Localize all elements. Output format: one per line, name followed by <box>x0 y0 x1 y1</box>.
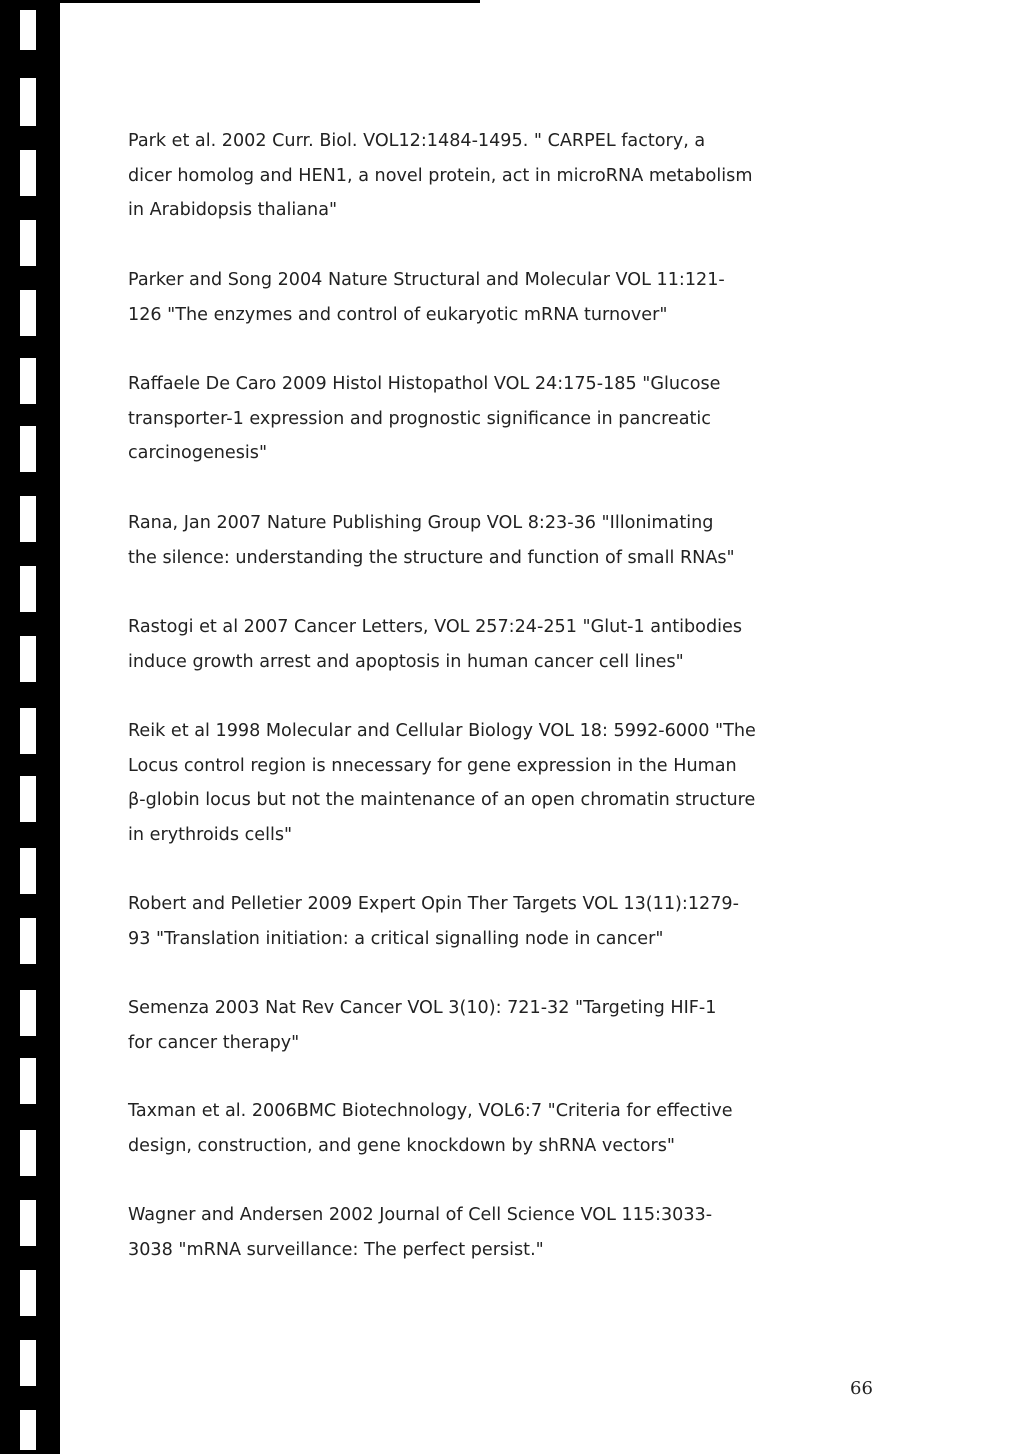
sprocket-hole <box>20 708 36 754</box>
sprocket-hole <box>20 918 36 964</box>
reference-entry <box>128 1198 808 1267</box>
sprocket-hole <box>20 990 36 1036</box>
reference-line: Robert and Pelletier 2009 Expert Opin Ther Targets VOL 13(11):1279- <box>128 894 739 914</box>
reference-line: transporter-1 expression and prognostic significance in pancreatic <box>128 408 711 429</box>
reference-line: Taxman et al. 2006BMC Biotechnology, VOL6:7 "Criteria for effective <box>128 1101 733 1121</box>
reference-entry <box>128 991 808 1060</box>
sprocket-hole <box>20 496 36 542</box>
reference-line: design, construction, and gene knockdown by shRNA vectors" <box>128 1135 675 1156</box>
reference-entry <box>128 506 808 575</box>
sprocket-hole <box>20 78 36 126</box>
film-strip-border <box>0 0 60 1454</box>
reference-line: dicer homolog and HEN1, a novel protein, act in microRNA metabolism <box>128 165 753 186</box>
reference-entry <box>128 1094 808 1163</box>
reference-entry <box>128 610 808 679</box>
sprocket-hole <box>20 150 36 196</box>
reference-line: Rastogi et al 2007 Cancer Letters, VOL 257:24-251 "Glut-1 antibodies <box>128 617 742 637</box>
reference-entry <box>128 887 808 956</box>
sprocket-hole <box>20 776 36 822</box>
sprocket-hole <box>20 1270 36 1316</box>
sprocket-hole <box>20 566 36 612</box>
sprocket-hole <box>20 636 36 682</box>
reference-line: in Arabidopsis thaliana" <box>128 200 338 220</box>
reference-entry <box>128 367 808 471</box>
sprocket-hole <box>20 1200 36 1246</box>
sprocket-hole <box>20 1058 36 1104</box>
page-number: 66 <box>850 1378 873 1399</box>
reference-entry <box>128 124 808 228</box>
reference-entry <box>128 714 808 852</box>
reference-line: Parker and Song 2004 Nature Structural and Molecular VOL 11:121- <box>128 270 725 290</box>
reference-line: Locus control region is nnecessary for gene expression in the Human <box>128 755 737 776</box>
reference-line: 93 "Translation initiation: a critical signalling node in cancer" <box>128 928 664 949</box>
reference-line: carcinogenesis" <box>128 443 268 463</box>
sprocket-hole <box>20 848 36 894</box>
reference-line: β-globin locus but not the maintenance of an open chromatin structure <box>128 790 756 810</box>
sprocket-hole <box>20 358 36 404</box>
reference-line: 126 "The enzymes and control of eukaryotic mRNA turnover" <box>128 304 668 325</box>
sprocket-hole <box>20 1340 36 1386</box>
reference-line: Raffaele De Caro 2009 Histol Histopathol VOL 24:175-185 "Glucose <box>128 374 721 394</box>
reference-entry <box>128 263 808 332</box>
reference-line: the silence: understanding the structure and function of small RNAs" <box>128 547 735 568</box>
reference-line: 3038 "mRNA surveillance: The perfect persist." <box>128 1239 544 1260</box>
sprocket-hole <box>20 426 36 472</box>
sprocket-hole <box>20 1130 36 1176</box>
sprocket-hole <box>20 10 36 50</box>
reference-line: Reik et al 1998 Molecular and Cellular Biology VOL 18: 5992-6000 "The <box>128 721 756 741</box>
reference-line: for cancer therapy" <box>128 1032 300 1053</box>
reference-line: Park et al. 2002 Curr. Biol. VOL12:1484-1495. " CARPEL factory, a <box>128 131 706 151</box>
sprocket-hole <box>20 220 36 266</box>
sprocket-hole <box>20 1410 36 1450</box>
reference-line: Semenza 2003 Nat Rev Cancer VOL 3(10): 721-32 "Targeting HIF-1 <box>128 998 717 1018</box>
reference-line: Wagner and Andersen 2002 Journal of Cell Science VOL 115:3033- <box>128 1205 713 1225</box>
reference-line: Rana, Jan 2007 Nature Publishing Group VOL 8:23-36 "Illonimating <box>128 513 714 533</box>
sprocket-hole <box>20 290 36 336</box>
reference-line: induce growth arrest and apoptosis in human cancer cell lines" <box>128 651 684 672</box>
reference-line: in erythroids cells" <box>128 824 293 845</box>
scan-top-edge <box>60 0 480 3</box>
